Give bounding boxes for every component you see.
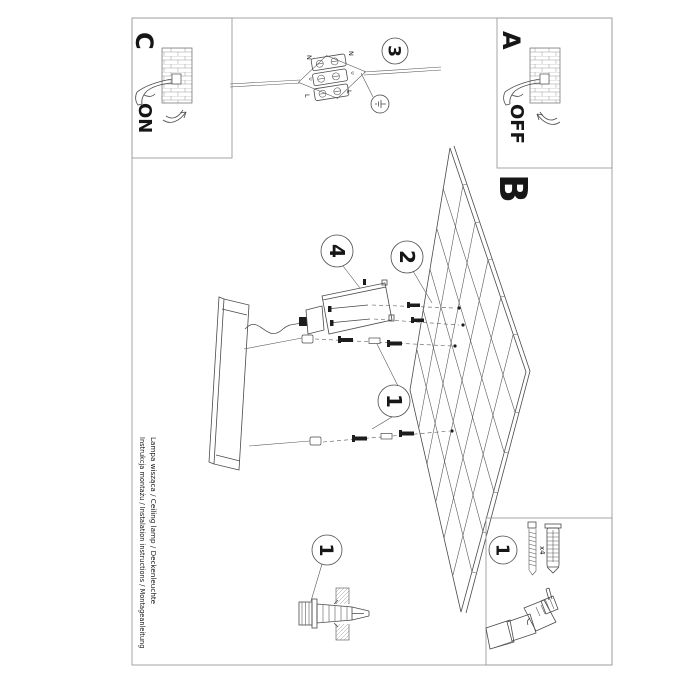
- mount-point: [461, 323, 464, 326]
- screw-quantity: x4: [538, 546, 546, 555]
- mount-point: [453, 344, 456, 347]
- section-label-b: B: [491, 174, 535, 203]
- cable-grip: [310, 437, 321, 445]
- callout-2-number: 2: [395, 250, 419, 264]
- panel-a-label: A: [497, 31, 525, 50]
- wire-label-l-right: L: [345, 90, 353, 94]
- cord-connector: [299, 317, 307, 326]
- wire-label-n-left: N: [305, 55, 313, 60]
- callout-1-number: 1: [382, 394, 406, 408]
- callout-4-number: 4: [325, 244, 349, 258]
- footer-line2: Lampa wisząca / Ceiling lamp / Deckenleuchte: [149, 437, 158, 605]
- cable-grip: [302, 335, 313, 343]
- canopy-screw-head: [330, 320, 334, 326]
- wall-plug: [369, 338, 380, 344]
- footer-line1: Instrukcja montażu / Instalation instructions / Montageanleitung: [138, 437, 146, 649]
- callout-3-number: 3: [383, 45, 404, 57]
- panel-a-action: OFF: [506, 104, 527, 144]
- canopy-screw-head: [328, 306, 332, 312]
- mount-point: [450, 429, 453, 432]
- light-switch-c: [172, 74, 181, 84]
- panel-c-label: C: [130, 32, 158, 50]
- light-switch-a: [540, 74, 549, 84]
- wall-plug: [381, 434, 392, 440]
- panel-c-action: ON: [134, 103, 155, 134]
- small-screw: [363, 279, 366, 285]
- wire-label-l-left: L: [303, 94, 311, 98]
- callout-detail-number: 1: [315, 543, 337, 557]
- mount-point: [457, 306, 460, 309]
- callout-tools-number: 1: [491, 543, 513, 557]
- wire-label-n-right: N: [347, 51, 355, 56]
